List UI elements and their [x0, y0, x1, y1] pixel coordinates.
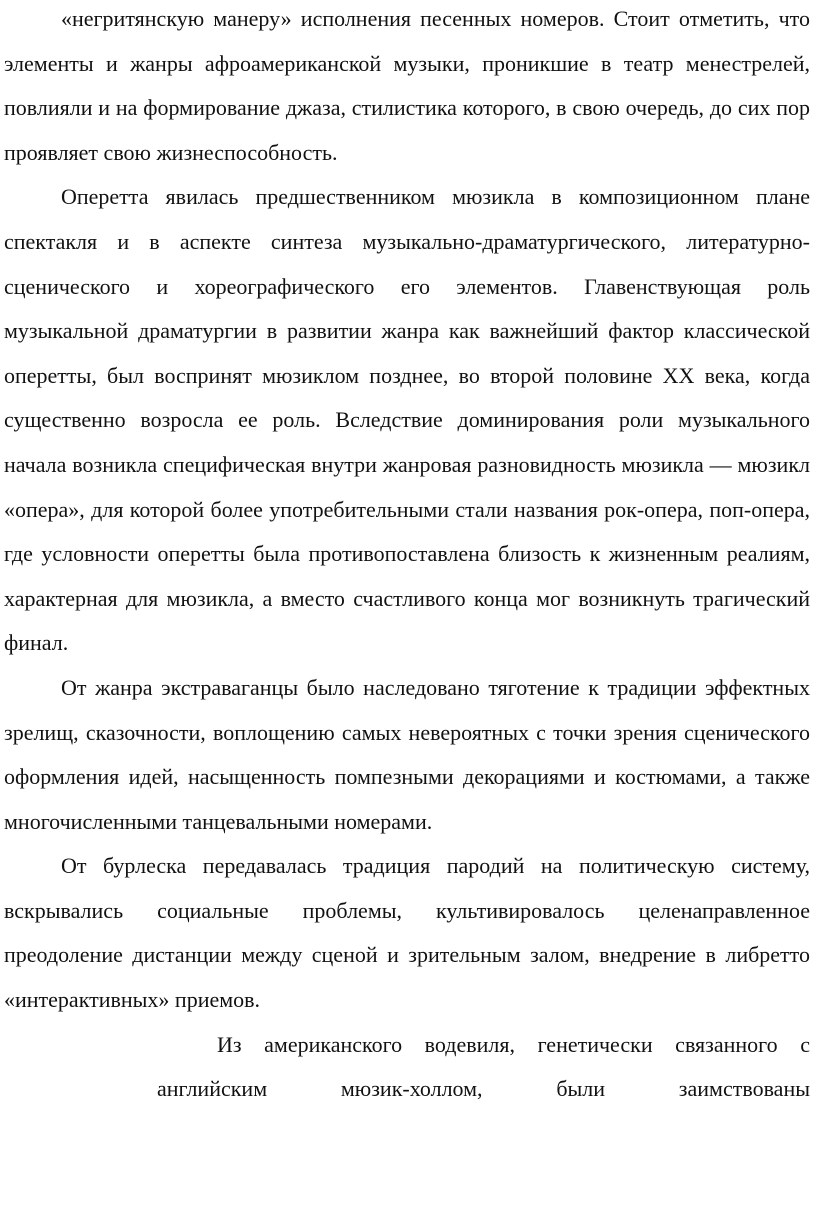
- paragraph-burlesque: От бурлеска передавалась традиция пародий на политическую систему, вскрывались социальные проблемы, культивировалось целенаправленное преодоление дистанции между сценой и зрительным залом, внедрение в либретто «интерактивных» приемов.: [4, 853, 810, 1013]
- paragraph-operetta: Оперетта явилась предшественником мюзикла в композиционном плане спектакля и в аспекте синтеза музыкально-драматургического, литературно-сценического и хореографического его элементов. Главенствующая роль музыкальной драматургии в развитии жанра как важнейший фактор классической оперетты, был воспринят мюзиклом позднее, во второй половине XX века, когда существенно возросла ее роль. Вследствие доминирования роли музыкального начала возникла специфическая внутри жанровая разновидность мюзикла — мюзикл «опера», для которой более употребительными стали названия рок-опера, поп-опера, где условности оперетты была противопоставлена близость к жизненным реалиям, характерная для мюзикла, а вместо счастливого конца мог возникнуть трагический финал.: [4, 184, 810, 656]
- paragraph-extravaganza: От жанра экстраваганцы было наследовано тяготение к традиции эффектных зрелищ, сказочности, воплощению самых невероятных с точки зрения сценического оформления идей, насыщенность помпезными декорациями и костюмами, а также многочисленными танцевальными номерами.: [4, 674, 810, 834]
- paragraph-vaudeville-line-2: английским мюзик-холлом, были заимствованы: [157, 1076, 810, 1102]
- paragraph-minstrel-continuation: «негритянскую манеру» исполнения песенных номеров. Стоит отметить, что элементы и жанры афроамериканской музыки, проникшие в театр менестрелей, повлияли и на формирование джаза, стилистика которого, в свою очередь, до сих пор проявляет свою жизнеспособность.: [4, 6, 810, 165]
- paragraph-vaudeville-line-1: Из американского водевиля, генетически связанного с: [217, 1031, 810, 1057]
